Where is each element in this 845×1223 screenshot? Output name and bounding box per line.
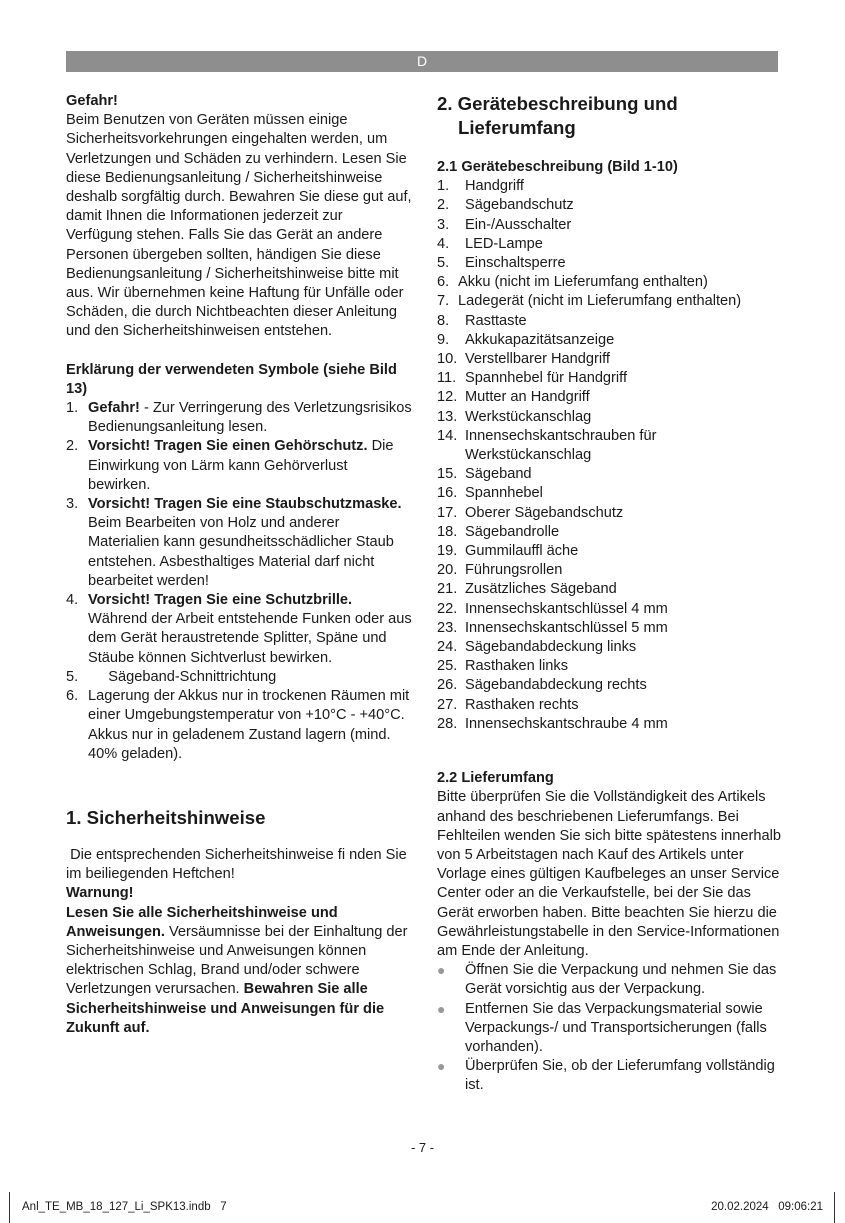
part-number: 1. <box>437 178 450 195</box>
part-item <box>437 350 781 369</box>
part-label: Handgriff <box>465 178 524 195</box>
part-label: Innensechskantschlüssel 5 mm <box>465 619 668 636</box>
part-item <box>437 408 781 427</box>
part-number: 14. <box>437 427 458 444</box>
part-label: Innensechskantschrauben für Werkstückanschlag <box>465 427 657 464</box>
part-number: 16. <box>437 485 458 502</box>
left-column <box>66 92 412 1038</box>
part-item <box>437 216 781 235</box>
part-label: Rasthaken links <box>465 658 569 675</box>
part-label: Führungsrollen <box>465 562 563 579</box>
part-item <box>437 177 781 196</box>
checklist-text: Überprüfen Sie, ob der Lieferumfang vollständig ist. <box>465 1058 775 1094</box>
part-number: 25. <box>437 658 458 675</box>
right-column <box>437 92 781 1096</box>
checklist-text: Öffnen Sie die Verpackung und nehmen Sie das Gerät vorsichtig aus der Verpackung. <box>465 962 777 998</box>
part-item <box>437 369 781 388</box>
part-number: 24. <box>437 639 458 656</box>
part-item <box>437 312 781 331</box>
part-item <box>437 619 781 638</box>
checklist-item <box>437 1057 781 1095</box>
part-label: Ladegerät (nicht im Lieferumfang enthalten) <box>458 293 742 310</box>
language-label: D <box>416 53 428 69</box>
symbol-item: 1. Gefahr! - Zur Verringerung des Verletzungsrisikos Bedienungsanleitung lesen. <box>66 400 412 436</box>
part-label: Zusätzliches Sägeband <box>465 581 617 598</box>
part-label: Rasthaken rechts <box>465 696 579 713</box>
part-number: 11. <box>437 370 457 387</box>
symbol-item: 6. Lagerung der Akkus nur in trockenen Räumen mit einer Umgebungstemperatur von +10°C - +40°C. Akkus nur in geladenem Zustand lagern (mind. 40% geladen). <box>66 688 410 762</box>
warning-text: Lesen Sie alle Sicherheitshinweise und Anweisungen. Versäumnisse bei der Einhaltung der Sicherheitshinweise und Anweisungen können elektrischen Schlag, Brand und/oder schwere Verletzungen verursachen. Bewahren Sie alle Sicherheitshinweise und Anweisungen für die Zukunft auf. <box>66 904 408 1036</box>
part-label: Sägebandabdeckung rechts <box>465 677 647 694</box>
part-number: 21. <box>437 581 458 598</box>
bullet-icon: ● <box>437 1058 446 1075</box>
part-item <box>437 580 781 599</box>
checklist-text: Entfernen Sie das Verpackungsmaterial sowie Verpackungs-/ und Transportsicherungen (falls vorhanden). <box>465 1000 767 1055</box>
sub22-text: Bitte überprüfen Sie die Vollständigkeit des Artikels anhand des beschriebenen Lieferumfangs. Bei Fehlteilen wenden Sie sich bitte spätestens innerhalb von 5 Arbeitstagen nach Kauf des Artikels unter Vorlage eines gültigen Kaufbeleges an unser Service Center oder an die Verkaufstelle, bei der Sie das Gerät erworben haben. Bitte beachten Sie hierzu die Gewährleistungstabelle in den Service-Informationen am Ende der Anleitung. <box>437 789 781 959</box>
section2-title: 2. Gerätebeschreibung und Lieferumfang <box>437 93 678 138</box>
part-item <box>437 696 781 715</box>
page-number: - 7 - <box>410 1140 435 1155</box>
part-number: 17. <box>437 504 458 521</box>
part-label: Verstellbarer Handgriff <box>465 351 610 368</box>
part-item <box>437 715 781 734</box>
part-number: 9. <box>437 331 450 348</box>
part-item <box>437 465 781 484</box>
part-number: 8. <box>437 312 450 329</box>
part-number: 2. <box>437 197 450 214</box>
symbol-item: 3. Vorsicht! Tragen Sie eine Staubschutzmaske. Beim Bearbeiten von Holz und anderer Materialien kann gesundheitsschädlicher Staub entstehen. Asbesthaltiges Material darf nicht bearbeitet werden! <box>66 496 402 589</box>
bullet-icon: ● <box>437 962 446 979</box>
part-number: 7. <box>437 293 450 310</box>
part-number: 20. <box>437 562 458 579</box>
part-item <box>437 561 781 580</box>
part-label: Gummilauffl äche <box>465 543 579 560</box>
part-label: LED-Lampe <box>465 235 543 252</box>
language-header-bar <box>66 51 778 72</box>
part-item <box>437 523 781 542</box>
part-item <box>437 292 781 311</box>
footer-timestamp: 20.02.2024 09:06:21 <box>711 1201 823 1213</box>
sub22-title: 2.2 Lieferumfang <box>437 770 554 787</box>
part-label: Ein-/Ausschalter <box>465 216 572 233</box>
bullet-icon: ● <box>437 1000 446 1017</box>
symbols-list <box>66 399 412 764</box>
part-number: 23. <box>437 619 458 636</box>
crop-mark-right <box>834 1192 835 1223</box>
part-item <box>437 427 781 465</box>
part-number: 12. <box>437 389 458 406</box>
part-item <box>437 235 781 254</box>
part-number: 28. <box>437 715 458 732</box>
symbol-item: 2. Vorsicht! Tragen Sie einen Gehörschutz. Die Einwirkung von Lärm kann Gehörverlust bewirken. <box>66 438 394 493</box>
footer-file-name: Anl_TE_MB_18_127_Li_SPK13.indb 7 <box>22 1201 227 1213</box>
part-label: Spannhebel <box>465 485 543 502</box>
part-item <box>437 638 781 657</box>
part-number: 18. <box>437 523 458 540</box>
part-label: Sägebandschutz <box>465 197 574 214</box>
part-number: 10. <box>437 351 458 368</box>
part-number: 3. <box>437 216 450 233</box>
part-item <box>437 542 781 561</box>
part-number: 15. <box>437 466 458 483</box>
part-item <box>437 504 781 523</box>
section1-title: 1. Sicherheitshinweise <box>66 806 266 828</box>
part-number: 26. <box>437 677 458 694</box>
part-item <box>437 657 781 676</box>
part-item <box>437 484 781 503</box>
symbol-item: 4. Vorsicht! Tragen Sie eine Schutzbrille. Während der Arbeit entstehende Funken oder aus dem Gerät heraustretende Splitter, Späne und Stäube können Sichtverlust bewirken. <box>66 592 412 666</box>
part-number: 6. <box>437 274 450 291</box>
part-label: Sägeband <box>465 466 532 483</box>
parts-list <box>437 177 781 734</box>
part-item <box>437 388 781 407</box>
part-number: 5. <box>437 255 450 272</box>
part-item <box>437 331 781 350</box>
checklist-item <box>437 1000 781 1058</box>
danger-text: Beim Benutzen von Geräten müssen einige Sicherheitsvorkehrungen eingehalten werden, um Verletzungen und Schäden zu verhindern. Lesen Sie diese Bedienungsanleitung / Sicherheitshinweise deshalb sorgfältig durch. Bewahren Sie diese gut auf, damit Ihnen die Informationen jederzeit zur Verfügung stehen. Falls Sie das Gerät an andere Personen übergeben sollten, händigen Sie diese Bedienungsanleitung / Sicherheitshinweise bitte mit aus. Wir übernehmen keine Haftung für Unfälle oder Schäden, die durch Nichtbeachten dieser Anleitung und den Sicherheitshinweisen entstehen. <box>66 112 412 340</box>
part-label: Sägebandrolle <box>465 523 560 540</box>
part-number: 13. <box>437 408 458 425</box>
part-item <box>437 676 781 695</box>
part-label: Spannhebel für Handgriff <box>465 370 627 387</box>
part-label: Akkukapazitätsanzeige <box>465 331 615 348</box>
part-label: Innensechskantschraube 4 mm <box>465 715 668 732</box>
symbol-item: 5. Sägeband-Schnittrichtung <box>66 668 277 685</box>
delivery-checklist <box>437 961 781 1095</box>
checklist-item <box>437 961 781 999</box>
part-number: 27. <box>437 696 458 713</box>
part-label: Akku (nicht im Lieferumfang enthalten) <box>458 274 708 291</box>
part-item <box>437 196 781 215</box>
part-item <box>437 600 781 619</box>
part-item <box>437 254 781 273</box>
part-label: Innensechskantschlüssel 4 mm <box>465 600 668 617</box>
part-label: Einschaltsperre <box>465 255 566 272</box>
part-number: 22. <box>437 600 458 617</box>
symbols-title: Erklärung der verwendeten Symbole (siehe Bild 13) <box>66 361 397 397</box>
part-label: Rasttaste <box>465 312 527 329</box>
section1-intro: Die entsprechenden Sicherheitshinweise fi nden Sie im beiliegenden Heftchen! <box>66 846 411 883</box>
part-number: 4. <box>437 235 450 252</box>
part-label: Mutter an Handgriff <box>465 389 590 406</box>
part-label: Werkstückanschlag <box>465 408 592 425</box>
warning-title: Warnung! <box>66 885 134 902</box>
part-number: 19. <box>437 543 458 560</box>
crop-mark-left <box>9 1192 10 1223</box>
part-label: Sägebandabdeckung links <box>465 639 637 656</box>
danger-title: Gefahr! <box>66 93 118 109</box>
part-item <box>437 273 781 292</box>
sub21-title: 2.1 Gerätebeschreibung (Bild 1-10) <box>437 159 678 175</box>
part-label: Oberer Sägebandschutz <box>465 504 624 521</box>
